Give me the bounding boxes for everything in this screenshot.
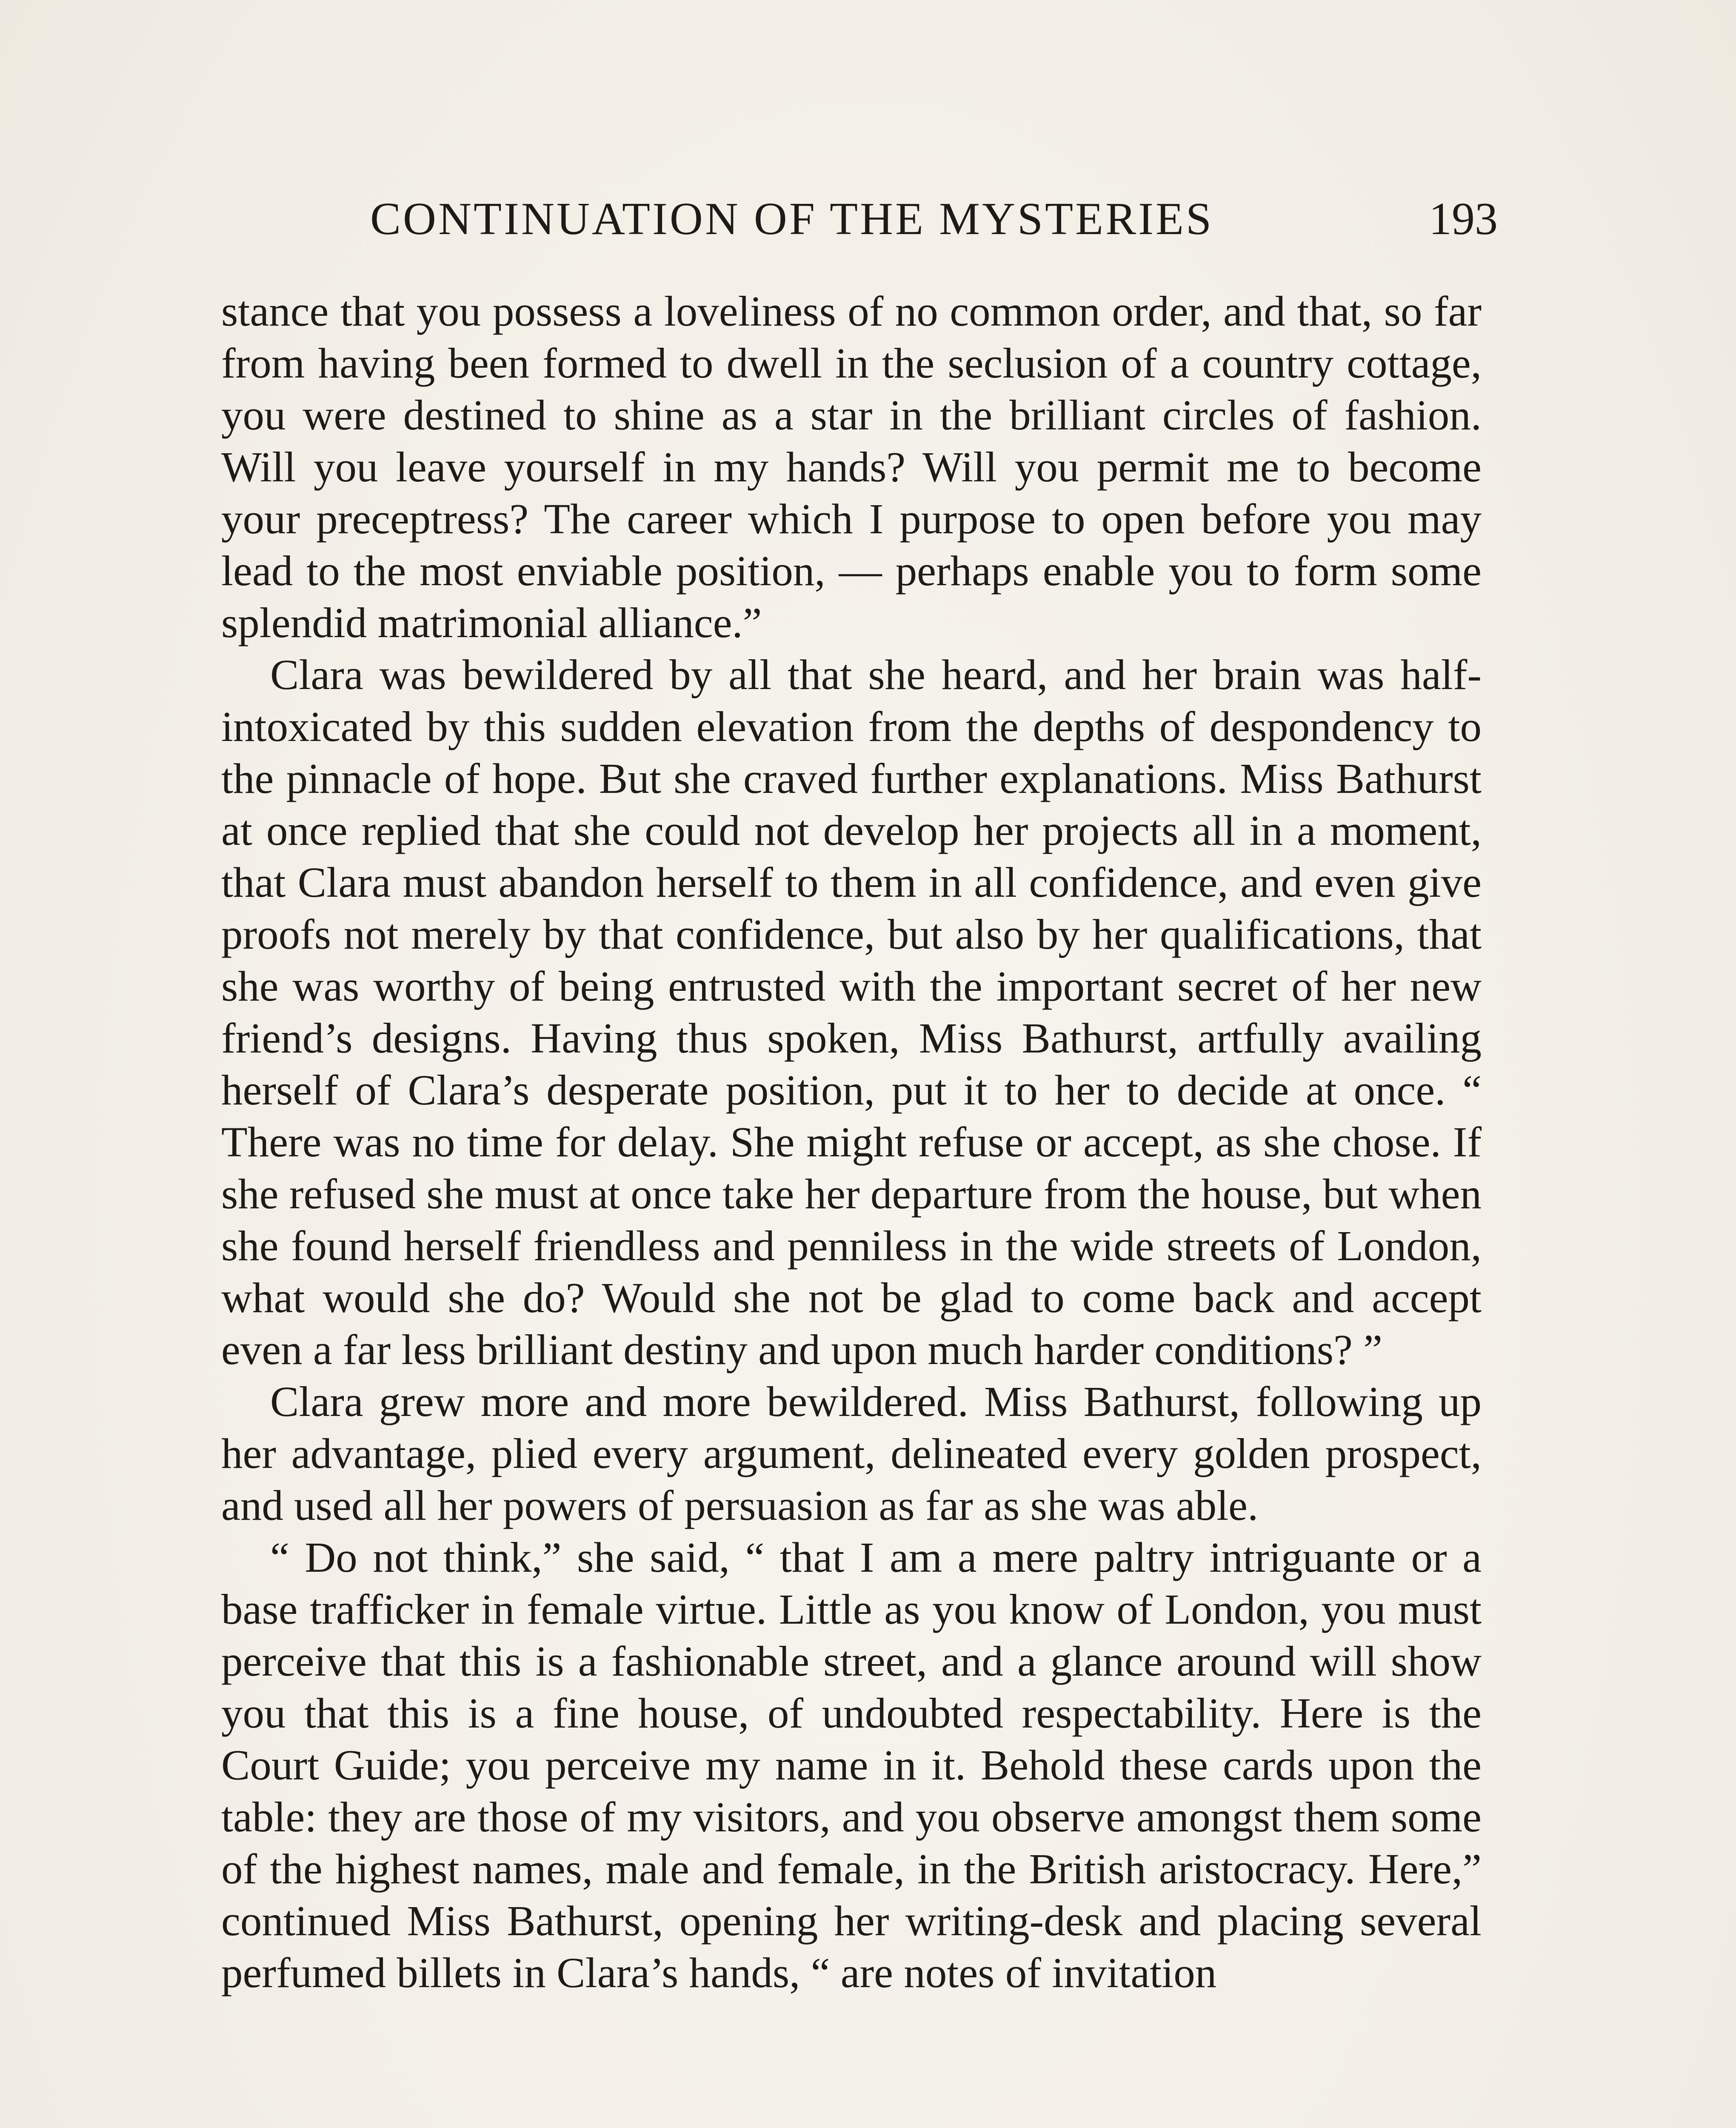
running-title: CONTINUATION OF THE MYSTERIES [370, 194, 1214, 244]
page-number: 193 [1429, 194, 1498, 244]
paragraph-continued: stance that you possess a loveliness of no common order, and that, so far from having been formed to dwell in the seclusion of a country cottage, you were destined to shine as a star in the brilliant circles of fashion. Will you leave yourself in my hands? Will you permit me to become your preceptress? The career which I purpose to open before you may lead to the most enviable position, — perhaps enable you to form some splendid matrimonial alliance.” [221, 287, 1482, 646]
running-head [221, 183, 1498, 255]
body-text [221, 285, 1482, 1999]
paragraph: “ Do not think,” she said, “ that I am a mere paltry intriguante or a base trafficker in female virtue. Little as you know of London, you must perceive that this is a fashionable street, and a glance around will show you that this is a fine house, of undoubted respectability. Here is the Court Guide; you perceive my name in it. Behold these cards upon the table: they are those of my visitors, and you observe amongst them some of the highest names, male and female, in the British aristocracy. Here,” continued Miss Bathurst, opening her writing-desk and placing several perfumed billets in Clara’s hands, “ are notes of invitation [221, 1533, 1482, 1996]
paragraph: Clara grew more and more bewildered. Miss Bathurst, following up her advantage, plied every argument, delineated every golden prospect, and used all her powers of persuasion as far as she was able. [221, 1378, 1482, 1529]
paragraph: Clara was bewildered by all that she heard, and her brain was half-intoxicated by this sudden elevation from the depths of despondency to the pinnacle of hope. But she craved further explanations. Miss Bathurst at once replied that she could not develop her projects all in a moment, that Clara must abandon herself to them in all confidence, and even give proofs not merely by that confidence, but also by her qualifications, that she was worthy of being entrusted with the important secret of her new friend’s designs. Having thus spoken, Miss Bathurst, artfully availing herself of Clara’s desperate position, put it to her to decide at once. “ There was no time for delay. She might refuse or accept, as she chose. If she refused she must at once take her departure from the house, but when she found herself friendless and penniless in the wide streets of London, what would she do? Would she not be glad to come back and accept even a far less brilliant destiny and upon much harder conditions? ” [221, 651, 1482, 1373]
